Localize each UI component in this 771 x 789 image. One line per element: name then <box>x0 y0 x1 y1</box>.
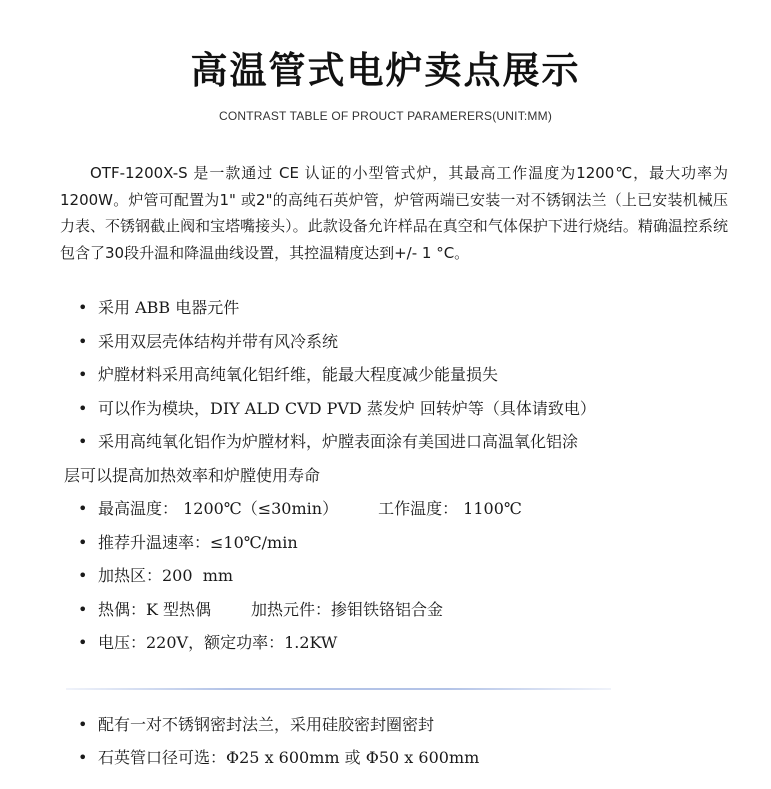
spec-max-temp: 最高温度： 1200℃（≤30min） <box>98 499 339 518</box>
feature-text: 采用双层壳体结构并带有风冷系统 <box>98 331 339 351</box>
accessory-text: 石英管口径可选：Φ25 x 600mm 或 Φ50 x 600mm <box>98 748 480 767</box>
bullet-icon: • <box>78 715 88 734</box>
list-item <box>78 526 728 560</box>
feature-text: 可以作为模块，DIY ALD CVD PVD 蒸发炉 回转炉等（具体请致电） <box>98 398 596 418</box>
list-item <box>78 291 728 325</box>
feature-text: 炉膛材料采用高纯氧化铝纤维，能最大程度减少能量损失 <box>98 365 499 384</box>
feature-text-continued: 层可以提高加热效率和炉膛使用寿命 <box>64 465 321 485</box>
bullet-icon: • <box>78 298 88 317</box>
bullet-icon: • <box>78 633 88 652</box>
section-divider <box>66 688 611 690</box>
spec-heating-rate: 推荐升温速率：≤10℃/min <box>98 532 298 552</box>
list-item <box>78 492 728 526</box>
list-item <box>78 392 728 426</box>
spec-heating-element: 加热元件：掺钼铁铬铝合金 <box>251 599 444 619</box>
bullet-icon: • <box>78 331 88 351</box>
spec-heating-zone: 加热区：200 mm <box>98 566 234 585</box>
spec-work-temp: 工作温度： 1100℃ <box>378 499 522 518</box>
list-item <box>78 708 728 741</box>
list-item <box>78 593 728 627</box>
accessory-list <box>78 708 728 774</box>
list-item <box>78 358 728 392</box>
bullet-icon: • <box>78 566 88 585</box>
intro-paragraph: OTF-1200X-S 是一款通过 CE 认证的小型管式炉，其最高工作温度为1200℃，最大功率为1200W。炉管可配置为1" 或2"的高纯石英炉管，炉管两端已安装一对不锈钢法兰（上已安装机械压力表、不锈钢截止阀和宝塔嘴接头）。此款设备允许样品在真空和气体保护下进行烧结。精确温控系统包含了30段升温和降温曲线设置，其控温精度达到+/- 1 °C。 <box>60 164 728 262</box>
list-item <box>78 325 728 359</box>
bullet-icon: • <box>78 432 88 451</box>
page-title: 高温管式电炉卖点展示 <box>190 49 581 92</box>
list-item <box>78 741 728 774</box>
bullet-icon: • <box>78 398 88 418</box>
bullet-icon: • <box>78 599 88 619</box>
feature-text: 采用高纯氧化铝作为炉膛材料，炉膛表面涂有美国进口高温氧化铝涂 <box>98 432 579 451</box>
accessory-text: 配有一对不锈钢密封法兰，采用硅胶密封圈密封 <box>98 715 435 734</box>
spec-thermocouple: 热偶：K 型热偶 <box>98 599 212 619</box>
spec-power: 电压：220V，额定功率：1.2KW <box>98 633 338 652</box>
bullet-icon: • <box>78 748 88 767</box>
page-subtitle: CONTRAST TABLE OF PROUCT PARAMERERS(UNIT:MM) <box>218 109 553 123</box>
list-item <box>78 559 728 593</box>
bullet-icon: • <box>78 499 88 518</box>
bullet-icon: • <box>78 365 88 384</box>
feature-list <box>64 291 728 660</box>
feature-text: 采用 ABB 电器元件 <box>98 298 240 317</box>
bullet-icon: • <box>78 532 88 552</box>
list-item <box>78 626 728 660</box>
list-item <box>64 425 728 492</box>
